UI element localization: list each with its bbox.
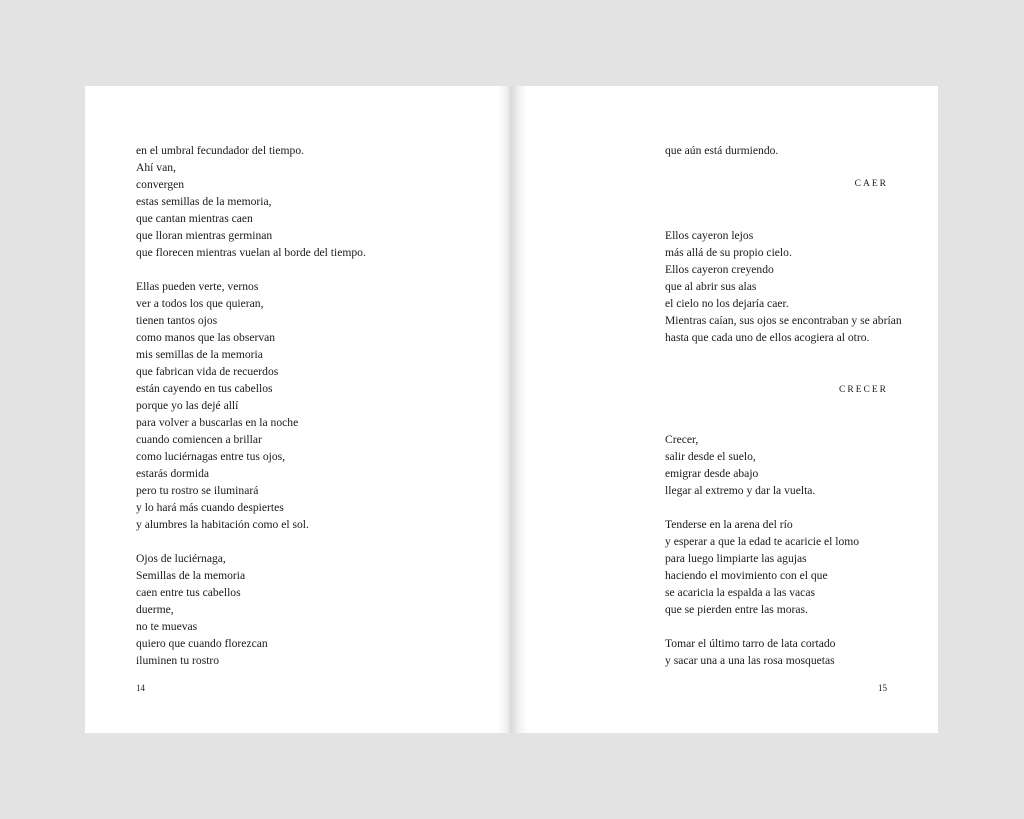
stanza-break <box>136 261 366 278</box>
poem-caer-text <box>665 227 902 346</box>
stanza-break <box>665 618 859 635</box>
poem-line: que se pierden entre las moras. <box>665 603 808 616</box>
poem-line: Mientras caían, sus ojos se encontraban y se abrían <box>665 314 902 327</box>
right-opening-text <box>665 142 778 159</box>
poem-line: que al abrir sus alas <box>665 280 757 293</box>
poem-title-caer: CAER <box>854 179 888 189</box>
poem-line: estas semillas de la memoria, <box>136 195 272 208</box>
poem-line: como luciérnagas entre tus ojos, <box>136 450 286 463</box>
poem-line: Ellos cayeron lejos <box>665 229 754 242</box>
poem-line: pero tu rostro se iluminará <box>136 484 259 497</box>
poem-line: Ellos cayeron creyendo <box>665 263 774 276</box>
poem-line: para volver a buscarlas en la noche <box>136 416 299 429</box>
poem-line: que florecen mientras vuelan al borde del tiempo. <box>136 246 366 259</box>
left-page <box>85 86 512 733</box>
right-page <box>512 86 938 733</box>
poem-line: porque yo las dejé allí <box>136 399 239 412</box>
poem-line: estarás dormida <box>136 467 210 480</box>
poem-line: caen entre tus cabellos <box>136 586 241 599</box>
stanza-break <box>665 499 859 516</box>
poem-line: y lo hará más cuando despiertes <box>136 501 284 514</box>
poem-line: se acaricia la espalda a las vacas <box>665 586 815 599</box>
poem-line: que lloran mientras germinan <box>136 229 273 242</box>
page-number-left: 14 <box>136 683 145 693</box>
poem-line: convergen <box>136 178 185 191</box>
poem-line: y alumbres la habitación como el sol. <box>136 518 309 531</box>
poem-line: ver a todos los que quieran, <box>136 297 264 310</box>
poem-line: más allá de su propio cielo. <box>665 246 792 259</box>
page-number-right: 15 <box>878 683 887 693</box>
poem-line: están cayendo en tus cabellos <box>136 382 273 395</box>
book-spread <box>85 86 938 733</box>
poem-line: Ojos de luciérnaga, <box>136 552 226 565</box>
poem-line: mis semillas de la memoria <box>136 348 263 361</box>
stanza-break <box>136 533 366 550</box>
poem-line: Ahí van, <box>136 161 176 174</box>
poem-line: Tenderse en la arena del río <box>665 518 793 531</box>
poem-line: para luego limpiarte las agujas <box>665 552 807 565</box>
poem-line: Crecer, <box>665 433 699 446</box>
poem-line: y sacar una a una las rosa mosquetas <box>665 654 835 667</box>
poem-line: que cantan mientras caen <box>136 212 253 225</box>
poem-line: hasta que cada uno de ellos acogiera al otro. <box>665 331 870 344</box>
poem-line: el cielo no los dejaría caer. <box>665 297 789 310</box>
poem-line: haciendo el movimiento con el que <box>665 569 828 582</box>
poem-line: quiero que cuando florezcan <box>136 637 268 650</box>
poem-line: tienen tantos ojos <box>136 314 218 327</box>
poem-line: como manos que las observan <box>136 331 276 344</box>
poem-crecer-text <box>665 431 859 669</box>
poem-line: que aún está durmiendo. <box>665 144 779 157</box>
poem-line: y esperar a que la edad te acaricie el lomo <box>665 535 860 548</box>
left-poem-text <box>136 142 366 669</box>
poem-line: cuando comiencen a brillar <box>136 433 262 446</box>
poem-line: emigrar desde abajo <box>665 467 759 480</box>
poem-line: Tomar el último tarro de lata cortado <box>665 637 836 650</box>
poem-line: en el umbral fecundador del tiempo. <box>136 144 305 157</box>
poem-line: iluminen tu rostro <box>136 654 220 667</box>
poem-line: no te muevas <box>136 620 198 633</box>
poem-line: que fabrican vida de recuerdos <box>136 365 279 378</box>
poem-line: salir desde el suelo, <box>665 450 756 463</box>
poem-line: duerme, <box>136 603 174 616</box>
poem-line: Ellas pueden verte, vernos <box>136 280 259 293</box>
poem-title-crecer: CRECER <box>839 385 888 395</box>
poem-line: Semillas de la memoria <box>136 569 246 582</box>
poem-line: llegar al extremo y dar la vuelta. <box>665 484 816 497</box>
